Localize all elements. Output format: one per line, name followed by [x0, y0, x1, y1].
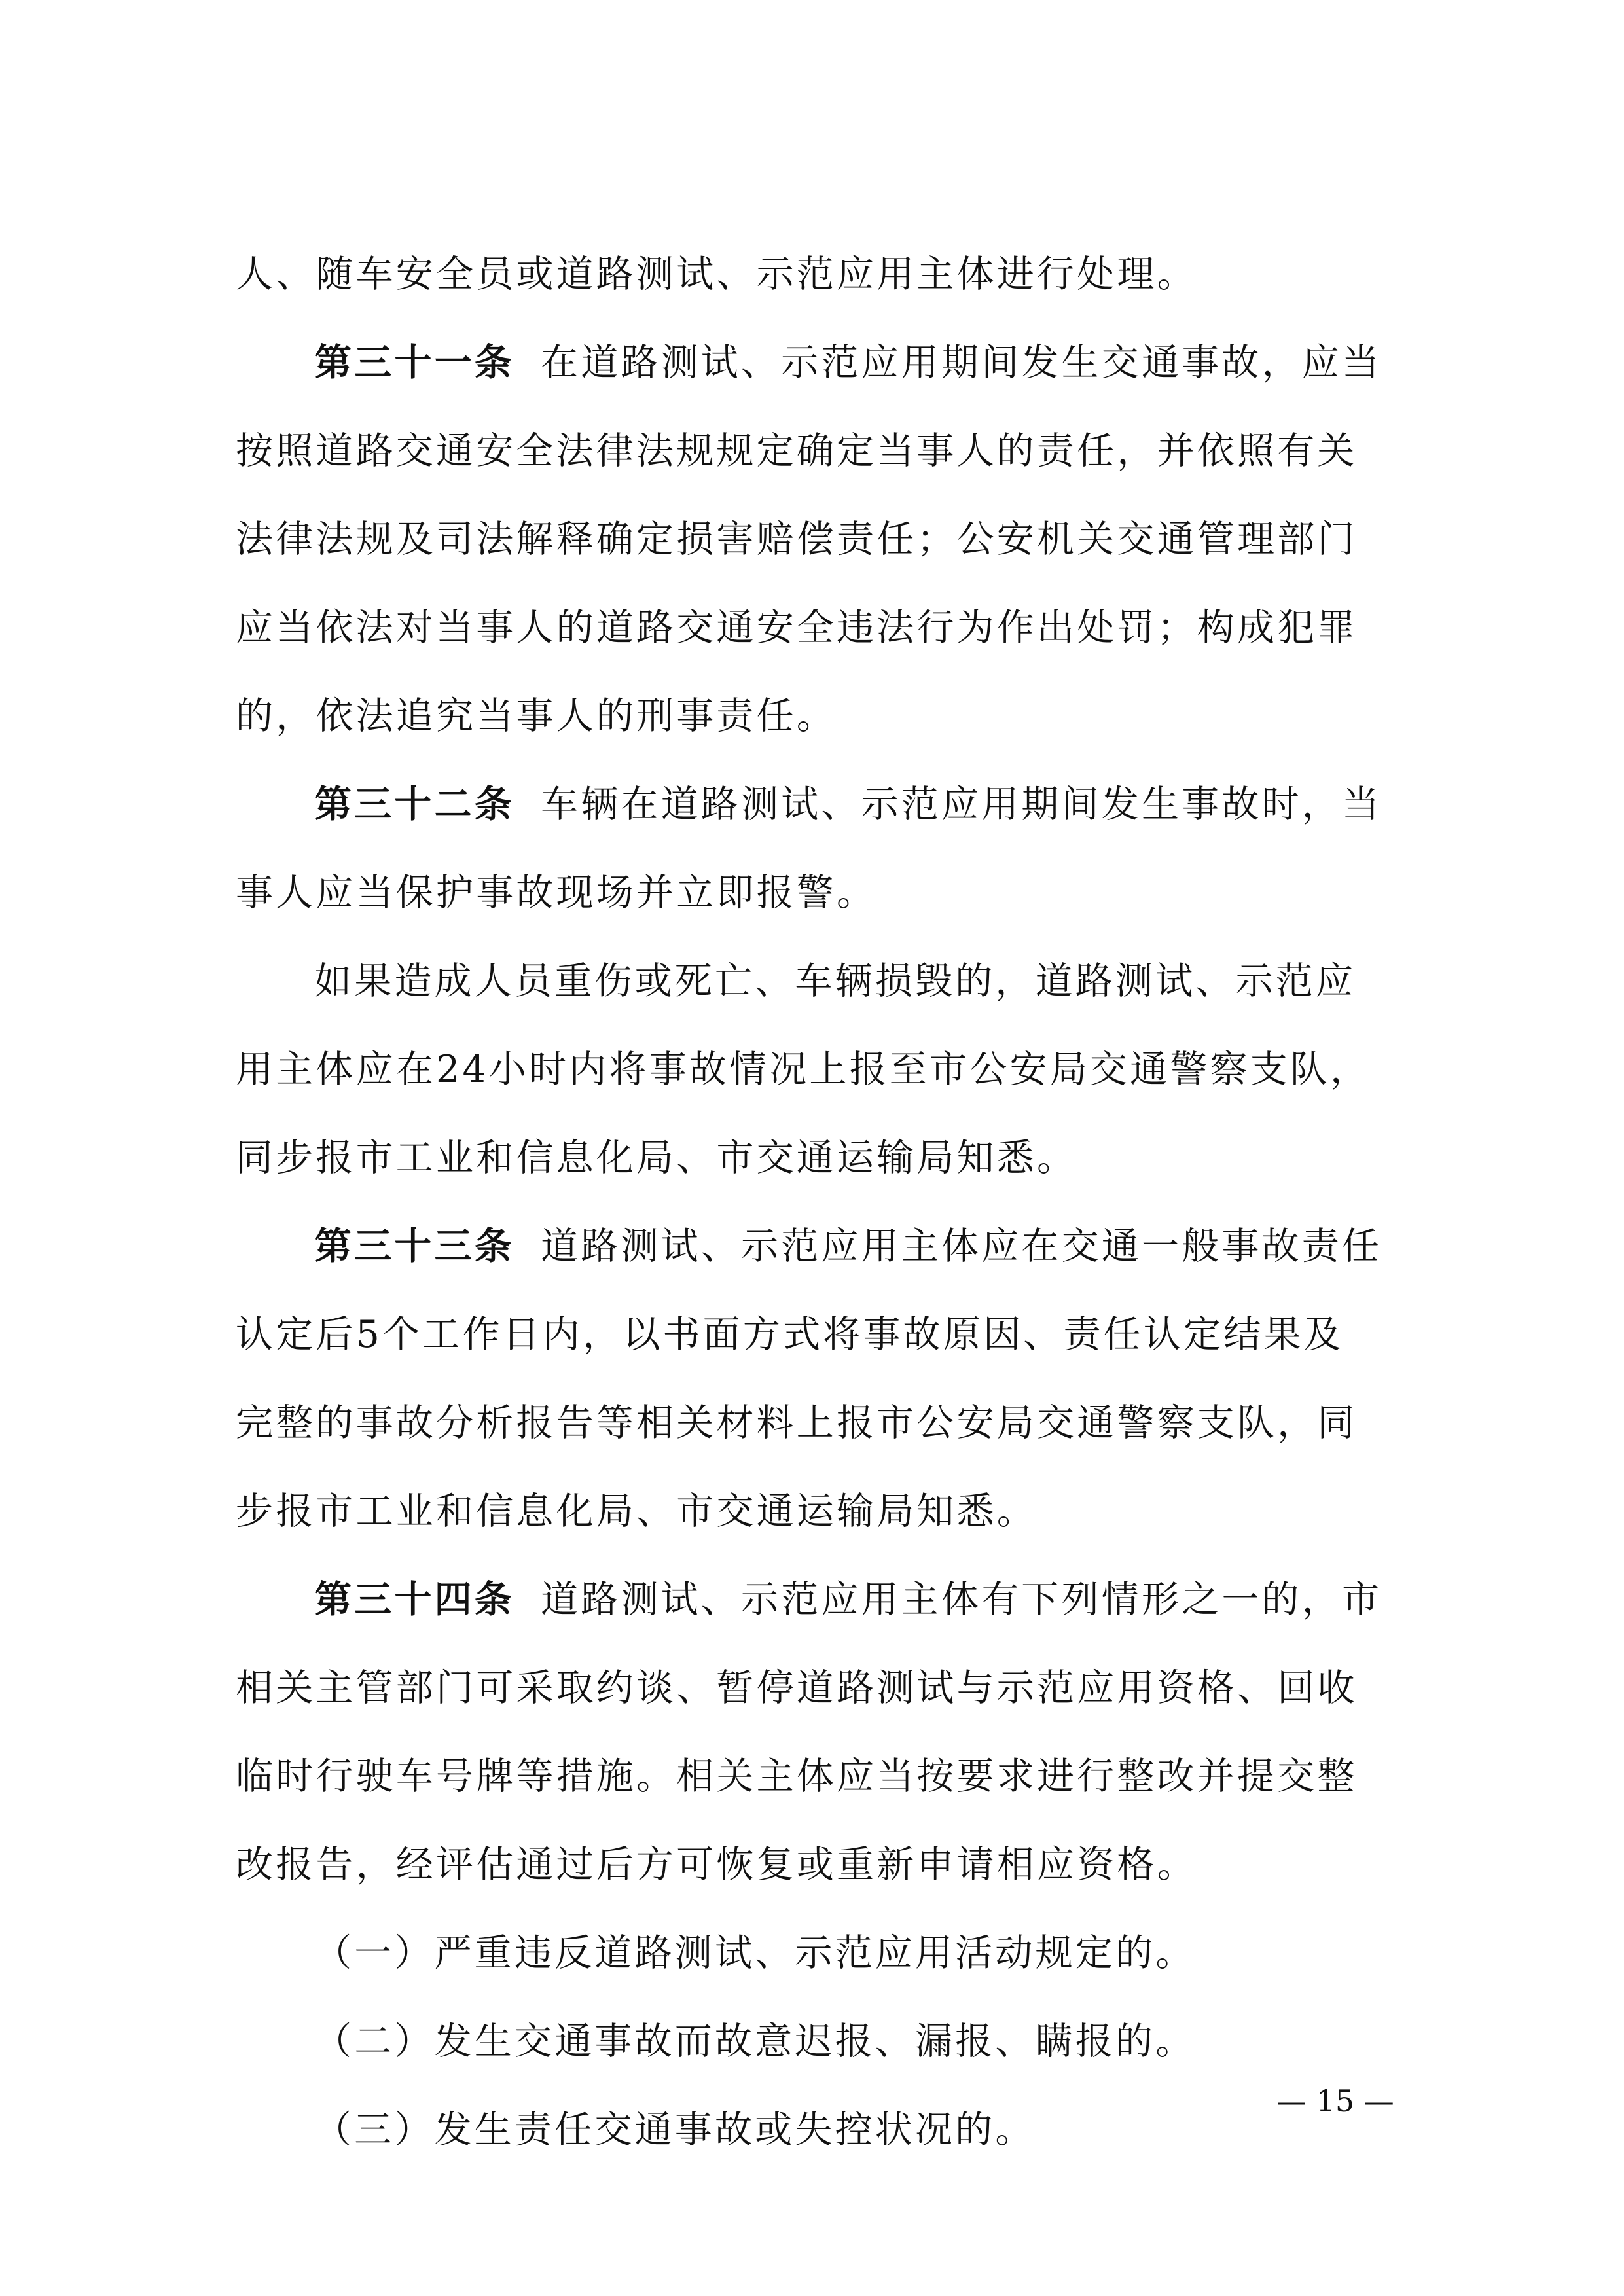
paragraph-line: 完整的事故分析报告等相关材料上报市公安局交通警察支队，同 — [236, 1401, 1358, 1444]
document-body — [236, 249, 1394, 2189]
list-item: （一）严重违反道路测试、示范应用活动规定的。 — [314, 1931, 1196, 1975]
article-33-first-line — [236, 1221, 1389, 1272]
article-heading: 第三十二条 — [314, 782, 514, 826]
paragraph-line: 同步报市工业和信息化局、市交通运输局知悉。 — [236, 1136, 1077, 1179]
paragraph-line: 如果造成人员重伤或死亡、车辆损毁的，道路测试、示范应 — [314, 960, 1356, 1003]
article-31-first-line — [236, 337, 1389, 388]
paragraph-line: 法律法规及司法解释确定损害赔偿责任；公安机关交通管理部门 — [236, 518, 1358, 561]
paragraph-line: 用主体应在24小时内将事故情况上报至市公安局交通警察支队， — [236, 1048, 1371, 1091]
paragraph-line: 的，依法追究当事人的刑事责任。 — [236, 694, 837, 738]
paragraph-line: 临时行驶车号牌等措施。相关主体应当按要求进行整改并提交整 — [236, 1755, 1358, 1798]
page-number: — 15 — — [1276, 2083, 1394, 2119]
paragraph-line: 事人应当保护事故现场并立即报警。 — [236, 871, 877, 914]
paragraph-text: 在道路测试、示范应用期间发生交通事故，应当 — [541, 341, 1382, 384]
paragraph-line: 按照道路交通安全法律法规规定确定当事人的责任，并依照有关 — [236, 429, 1358, 473]
paragraph-text: 道路测试、示范应用主体应在交通一般事故责任 — [541, 1225, 1382, 1268]
paragraph-line: 认定后5个工作日内，以书面方式将事故原因、责任认定结果及 — [236, 1313, 1344, 1356]
article-32-first-line — [236, 779, 1389, 830]
paragraph-line: 应当依法对当事人的道路交通安全违法行为作出处罚；构成犯罪 — [236, 606, 1358, 649]
paragraph-text: 车辆在道路测试、示范应用期间发生事故时，当 — [541, 783, 1382, 826]
list-item: （三）发生责任交通事故或失控状况的。 — [314, 2108, 1036, 2151]
article-heading: 第三十一条 — [314, 340, 514, 384]
article-heading: 第三十三条 — [314, 1224, 514, 1268]
paragraph-line: 相关主管部门可采取约谈、暂停道路测试与示范应用资格、回收 — [236, 1666, 1358, 1710]
paragraph-line: 步报市工业和信息化局、市交通运输局知悉。 — [236, 1490, 1037, 1533]
list-item: （二）发生交通事故而故意迟报、漏报、瞒报的。 — [314, 2020, 1196, 2063]
paragraph-text: 道路测试、示范应用主体有下列情形之一的，市 — [541, 1578, 1382, 1621]
article-34-first-line — [236, 1574, 1389, 1625]
article-heading: 第三十四条 — [314, 1577, 514, 1621]
paragraph-line: 改报告，经评估通过后方可恢复或重新申请相应资格。 — [236, 1843, 1197, 1886]
paragraph-line: 人、随车安全员或道路测试、示范应用主体进行处理。 — [236, 253, 1197, 296]
